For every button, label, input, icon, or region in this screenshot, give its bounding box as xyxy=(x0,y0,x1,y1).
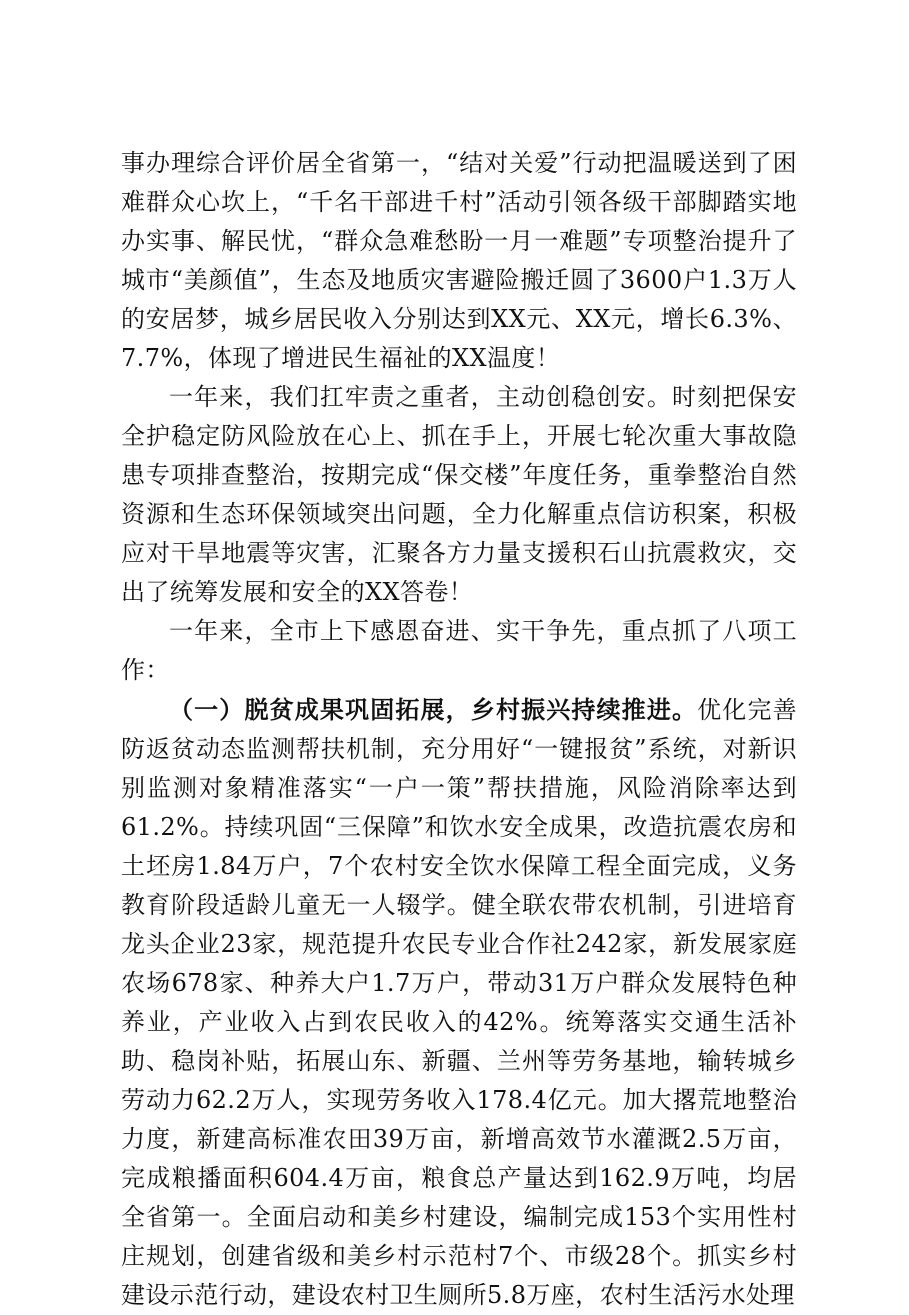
paragraph-2 xyxy=(121,378,797,612)
paragraph-1 xyxy=(121,144,797,378)
paragraph-4 xyxy=(121,690,797,1315)
paragraph-4-text: 优化完善防返贫动态监测帮扶机制，充分用好“一键报贫”系统，对新识别监测对象精准落实“一户一策”帮扶措施，风险消除率达到61.2%。持续巩固“三保障”和饮水安全成果，改造抗震农房和土坯房1.84万户，7个农村安全饮水保障工程全面完成，义务教育阶段适龄儿童无一人辍学。健全联农带农机制，引进培育龙头企业23家，规范提升农民专业合作社242家，新发展家庭农场678家、种养大户1.7万户，带动31万户群众发展特色种养业，产业收入占到农民收入的42%。统筹落实交通生活补助、稳岗补贴，拓展山东、新疆、兰州等劳务基地，输转城乡劳动力62.2万人，实现劳务收入178.4亿元。加大撂荒地整治力度，新建高标准农田39万亩，新增高效节水灌溉2.5万亩，完成粮播面积604.4万亩，粮食总产量达到162.9万吨，均居全省第一。全面启动和美乡村建设，编制完成153个实用性村庄规划，创建省级和美乡村示范村7个、市级28个。抓实乡村建设示范行动，建设农村卫生厕所5.8万座，农村生活污水处理 xyxy=(121,696,797,1309)
paragraph-3 xyxy=(121,612,797,690)
section-heading: （一）脱贫成果巩固拓展，乡村振兴持续推进。 xyxy=(169,695,698,724)
paragraph-2-text: 一年来，我们扛牢责之重者，主动创稳创安。时刻把保安全护稳定防风险放在心上、抓在手上，开展七轮次重大事故隐患专项排查整治，按期完成“保交楼”年度任务，重拳整治自然资源和生态环保领域突出问题，全力化解重点信访积案，积极应对干旱地震等灾害，汇聚各方力量支援积石山抗震救灾，交出了统筹发展和安全的XX答卷！ xyxy=(121,383,797,606)
paragraph-1-text: 事办理综合评价居全省第一，“结对关爱”行动把温暖送到了困难群众心坎上，“千名干部进千村”活动引领各级干部脚踏实地办实事、解民忧，“群众急难愁盼一月一难题”专项整治提升了城市“美颜值”，生态及地质灾害避险搬迁圆了3600户1.3万人的安居梦，城乡居民收入分别达到XX元、XX元，增长6.3%、7.7%，体现了增进民生福祉的XX温度！ xyxy=(121,149,797,372)
body-text xyxy=(121,144,797,1315)
paragraph-3-text: 一年来，全市上下感恩奋进、实干争先，重点抓了八项工作： xyxy=(121,617,797,684)
